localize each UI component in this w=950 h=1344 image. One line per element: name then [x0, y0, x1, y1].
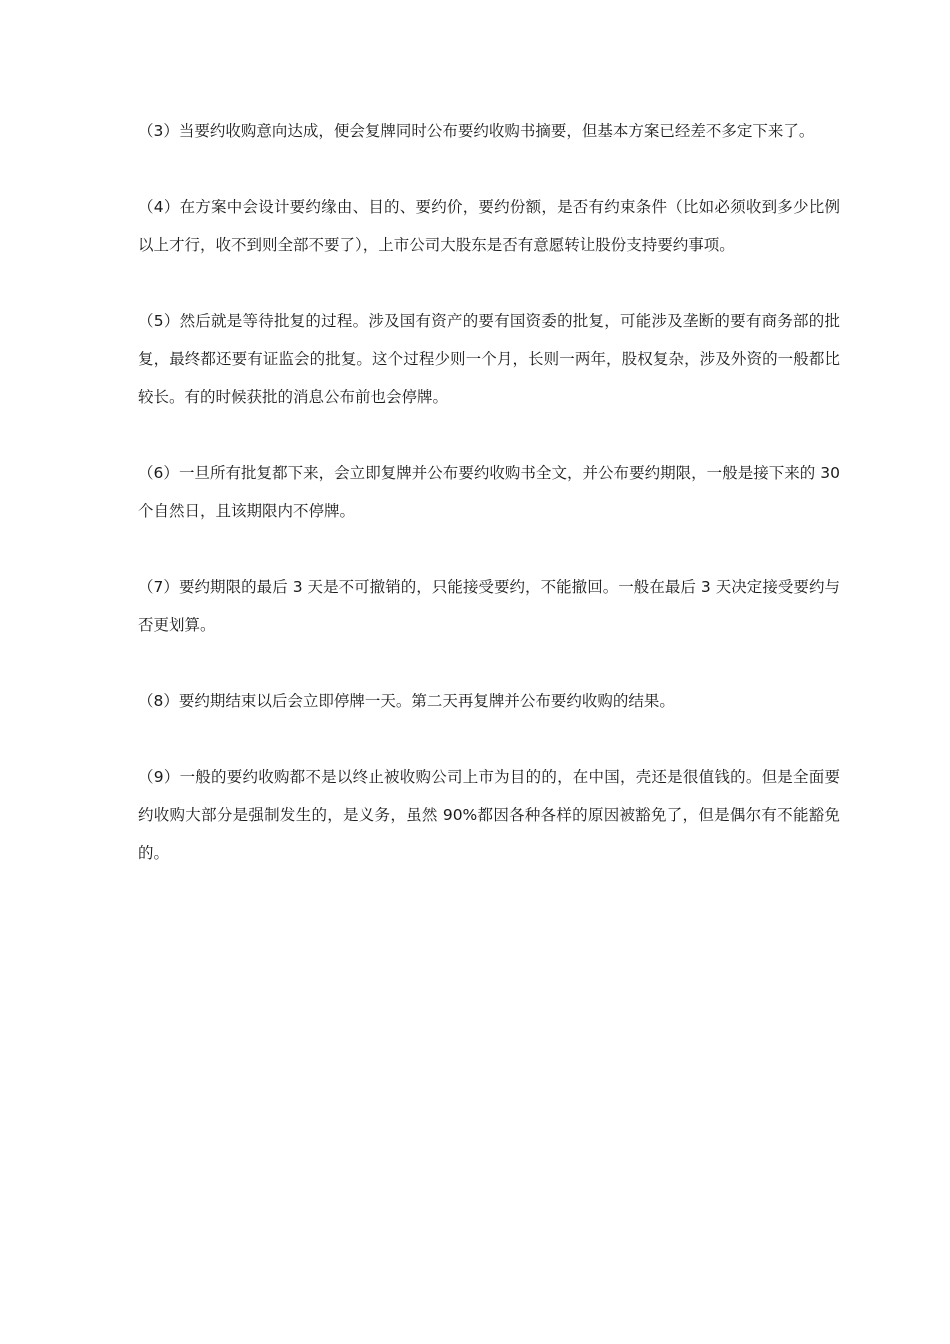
paragraph-label: （9） [138, 768, 180, 786]
paragraph-label: （5） [138, 312, 180, 330]
paragraph-6 [138, 454, 840, 530]
paragraph-label: （3） [138, 122, 179, 140]
paragraph-9 [138, 758, 840, 872]
paragraph-text: 一般的要约收购都不是以终止被收购公司上市为目的的，在中国，壳还是很值钱的。但是全面要约收购大部分是强制发生的，是义务，虽然 90%都因各种各样的原因被豁免了，但是偶尔有不能豁免的。 [138, 768, 840, 862]
paragraph-text: 一旦所有批复都下来，会立即复牌并公布要约收购书全文，并公布要约期限，一般是接下来的 30 个自然日，且该期限内不停牌。 [138, 464, 840, 520]
paragraph-text: 要约期限的最后 3 天是不可撤销的，只能接受要约，不能撤回。一般在最后 3 天决定接受要约与否更划算。 [138, 578, 840, 634]
paragraph-3 [138, 112, 840, 150]
paragraph-8 [138, 682, 840, 720]
paragraph-label: （8） [138, 692, 179, 710]
paragraph-label: （4） [138, 198, 180, 216]
paragraph-text: 要约期结束以后会立即停牌一天。第二天再复牌并公布要约收购的结果。 [178, 692, 675, 710]
paragraph-label: （6） [138, 464, 179, 482]
paragraph-text: 在方案中会设计要约缘由、目的、要约价，要约份额，是否有约束条件（比如必须收到多少比例以上才行，收不到则全部不要了），上市公司大股东是否有意愿转让股份支持要约事项。 [138, 198, 840, 254]
paragraph-text: 然后就是等待批复的过程。涉及国有资产的要有国资委的批复，可能涉及垄断的要有商务部的批复，最终都还要有证监会的批复。这个过程少则一个月，长则一两年，股权复杂，涉及外资的一般都比较长。有的时候获批的消息公布前也会停牌。 [138, 312, 840, 406]
paragraph-5 [138, 302, 840, 416]
paragraph-label: （7） [138, 578, 179, 596]
paragraph-4 [138, 188, 840, 264]
paragraph-7 [138, 568, 840, 644]
document-body [138, 112, 840, 910]
paragraph-text: 当要约收购意向达成，便会复牌同时公布要约收购书摘要，但基本方案已经差不多定下来了。 [178, 122, 815, 140]
